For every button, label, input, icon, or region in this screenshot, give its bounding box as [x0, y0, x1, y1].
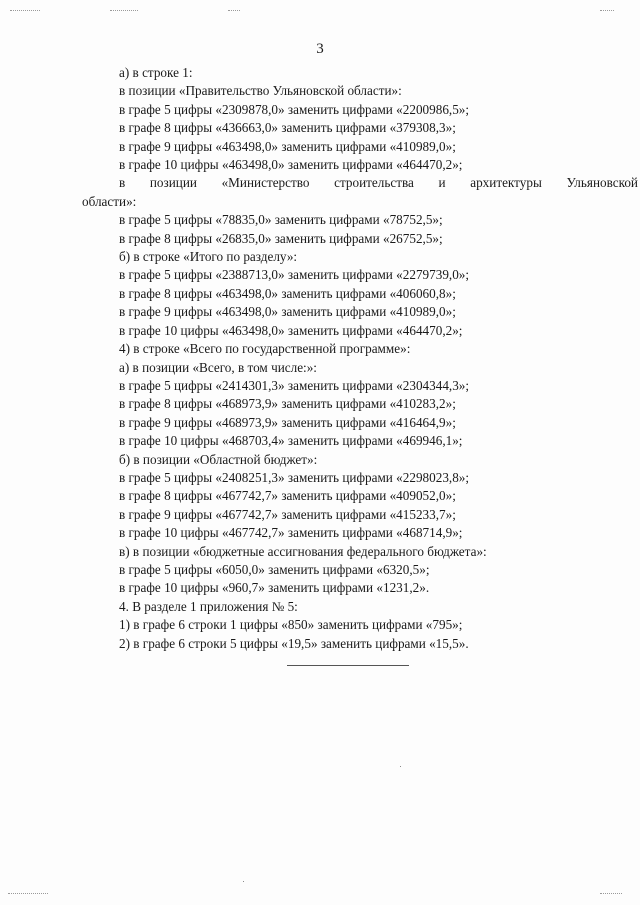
- scan-artifact-top: [600, 10, 614, 12]
- text-line: в графе 5 цифры «78835,0» заменить цифрами «78752,5»;: [119, 212, 443, 228]
- scan-artifact-bottom: [8, 893, 48, 895]
- text-line: в графе 9 цифры «463498,0» заменить цифрами «410989,0»;: [119, 138, 456, 154]
- scan-artifact-top: [228, 10, 240, 12]
- scan-artifact-bottom: [600, 893, 622, 895]
- text-line: в графе 8 цифры «468973,9» заменить цифрами «410283,2»;: [119, 396, 456, 412]
- text-line: 2) в графе 6 строки 5 цифры «19,5» заменить цифрами «15,5».: [119, 635, 469, 651]
- end-of-text-divider: [287, 665, 409, 666]
- text-line: 4. В разделе 1 приложения № 5:: [119, 598, 298, 614]
- text-line: в графе 8 цифры «436663,0» заменить цифрами «379308,3»;: [119, 120, 456, 136]
- text-line: в графе 5 цифры «2408251,3» заменить цифрами «2298023,8»;: [119, 469, 470, 485]
- text-line: области»:: [82, 193, 137, 209]
- text-line: в позиции «Министерство строительства и архитектуры Ульяновской: [119, 175, 638, 191]
- text-line: в графе 5 цифры «2388713,0» заменить цифрами «2279739,0»;: [119, 267, 470, 283]
- page-number: 3: [316, 41, 324, 57]
- text-line: б) в позиции «Областной бюджет»:: [119, 451, 318, 467]
- text-line: в графе 5 цифры «2309878,0» заменить цифрами «2200986,5»;: [119, 101, 470, 117]
- text-line: в графе 5 цифры «2414301,3» заменить цифрами «2304344,3»;: [119, 377, 470, 393]
- text-line: в графе 5 цифры «6050,0» заменить цифрами «6320,5»;: [119, 561, 430, 577]
- text-line: в графе 10 цифры «468703,4» заменить цифрами «469946,1»;: [119, 433, 463, 449]
- text-line: в графе 10 цифры «467742,7» заменить цифрами «468714,9»;: [119, 525, 463, 541]
- text-line: в графе 9 цифры «463498,0» заменить цифрами «410989,0»;: [119, 304, 456, 320]
- text-line: в графе 10 цифры «960,7» заменить цифрами «1231,2».: [119, 580, 430, 596]
- scan-artifact-dot: [400, 766, 401, 767]
- text-line: в графе 10 цифры «463498,0» заменить цифрами «464470,2»;: [119, 157, 463, 173]
- text-line: в позиции «Правительство Ульяновской области»:: [119, 83, 402, 99]
- text-line: в) в позиции «бюджетные ассигнования федерального бюджета»:: [119, 543, 487, 559]
- text-line: в графе 9 цифры «468973,9» заменить цифрами «416464,9»;: [119, 414, 456, 430]
- scan-artifact-top: [10, 10, 40, 12]
- text-line: в графе 9 цифры «467742,7» заменить цифрами «415233,7»;: [119, 506, 456, 522]
- text-line: 4) в строке «Всего по государственной программе»:: [119, 341, 411, 357]
- scan-artifact-dot: [243, 881, 244, 882]
- text-line: а) в строке 1:: [119, 65, 193, 80]
- document-body: [82, 64, 638, 653]
- text-line: в графе 10 цифры «463498,0» заменить цифрами «464470,2»;: [119, 322, 463, 338]
- text-line: в графе 8 цифры «463498,0» заменить цифрами «406060,8»;: [119, 285, 456, 301]
- text-line: б) в строке «Итого по разделу»:: [119, 249, 298, 265]
- text-line: в графе 8 цифры «26835,0» заменить цифрами «26752,5»;: [119, 230, 443, 246]
- text-line: 1) в графе 6 строки 1 цифры «850» заменить цифрами «795»;: [119, 617, 463, 633]
- scan-artifact-top: [110, 10, 138, 12]
- text-line: в графе 8 цифры «467742,7» заменить цифрами «409052,0»;: [119, 488, 456, 504]
- text-line: а) в позиции «Всего, в том числе:»:: [119, 359, 317, 375]
